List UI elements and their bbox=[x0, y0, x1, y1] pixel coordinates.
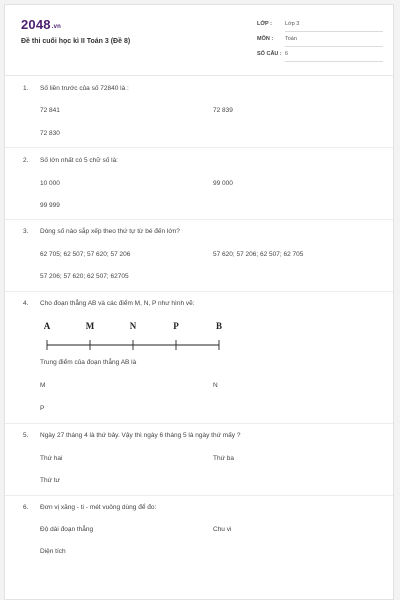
answer-option[interactable]: 62 705; 62 507; 57 620; 57 206 bbox=[40, 251, 131, 258]
point-n bbox=[130, 321, 137, 350]
question-number: 2. bbox=[23, 157, 29, 164]
point-a bbox=[44, 321, 51, 350]
question-divider bbox=[5, 423, 393, 424]
question-text: Đơn vị xăng - ti - mét vuông dùng để đo: bbox=[40, 504, 157, 511]
answer-option[interactable]: 57 620; 57 206; 62 507; 62 705 bbox=[213, 251, 304, 258]
question-number: 1. bbox=[23, 85, 29, 92]
point-label: P bbox=[173, 321, 179, 331]
question-number: 6. bbox=[23, 504, 29, 511]
point-label: N bbox=[129, 321, 137, 331]
answer-option[interactable]: 10 000 bbox=[40, 180, 60, 187]
question-divider bbox=[5, 291, 393, 292]
answer-option[interactable]: 72 841 bbox=[40, 107, 60, 114]
meta-subject-label: MÔN : bbox=[257, 36, 274, 42]
point-label: B bbox=[215, 321, 223, 331]
meta-class bbox=[257, 19, 383, 30]
question-text: Số lớn nhất có 5 chữ số là: bbox=[40, 157, 118, 164]
page-header bbox=[5, 5, 393, 76]
question-number: 5. bbox=[23, 432, 29, 439]
site-logo[interactable]: 2048.vn bbox=[21, 17, 62, 32]
answer-option[interactable]: P bbox=[40, 405, 45, 412]
answer-option[interactable]: Thứ tư bbox=[40, 477, 60, 484]
answer-option[interactable]: 72 830 bbox=[40, 130, 60, 137]
question-divider bbox=[5, 147, 393, 148]
question-number: 3. bbox=[23, 228, 29, 235]
question-text: Số liền trước của số 72840 là : bbox=[40, 85, 129, 92]
point-m bbox=[86, 321, 95, 350]
question-text: Ngày 27 tháng 4 là thứ bảy. Vậy thì ngày 6 tháng 5 là ngày thứ mấy ? bbox=[40, 432, 241, 439]
meta-class-label: LỚP : bbox=[257, 21, 272, 27]
answer-option[interactable]: 99 999 bbox=[40, 202, 60, 209]
answer-option[interactable]: Thứ hai bbox=[40, 455, 63, 462]
answer-option[interactable]: Độ dài đoạn thẳng bbox=[40, 526, 94, 533]
exam-page bbox=[4, 4, 394, 600]
meta-subject-value: Toán bbox=[285, 34, 383, 47]
answer-option[interactable]: Diện tích bbox=[40, 548, 66, 555]
point-p bbox=[173, 321, 179, 350]
question-number: 4. bbox=[23, 300, 29, 307]
segment-figure bbox=[35, 313, 235, 355]
answer-option[interactable]: Thứ ba bbox=[213, 455, 234, 462]
meta-count-label: SỐ CÂU : bbox=[257, 51, 282, 57]
question-divider bbox=[5, 495, 393, 496]
answer-option[interactable]: 72 839 bbox=[213, 107, 233, 114]
answer-option[interactable]: 57 206; 57 620; 62 507; 62705 bbox=[40, 273, 129, 280]
point-label: A bbox=[43, 321, 51, 331]
meta-class-value: Lớp 3 bbox=[285, 19, 383, 32]
answer-option[interactable]: N bbox=[213, 382, 218, 389]
question-divider bbox=[5, 219, 393, 220]
question-subtext: Trung điểm của đoạn thẳng AB là bbox=[40, 359, 137, 366]
answer-option[interactable]: 99 000 bbox=[213, 180, 233, 187]
question-text: Dòng số nào sắp xếp theo thứ tự từ bé đến lớn? bbox=[40, 228, 180, 235]
point-label: M bbox=[85, 321, 95, 331]
answer-option[interactable]: M bbox=[40, 382, 46, 389]
meta-count-value: 6 bbox=[285, 49, 383, 62]
point-b bbox=[216, 321, 222, 350]
question-text: Cho đoạn thẳng AB và các điểm M, N, P như hình vẽ: bbox=[40, 300, 195, 307]
exam-title: Đề thi cuối học kì II Toán 3 (Đề 8) bbox=[21, 38, 131, 45]
answer-option[interactable]: Chu vi bbox=[213, 526, 232, 533]
meta-count bbox=[257, 49, 383, 60]
meta-subject bbox=[257, 34, 383, 45]
